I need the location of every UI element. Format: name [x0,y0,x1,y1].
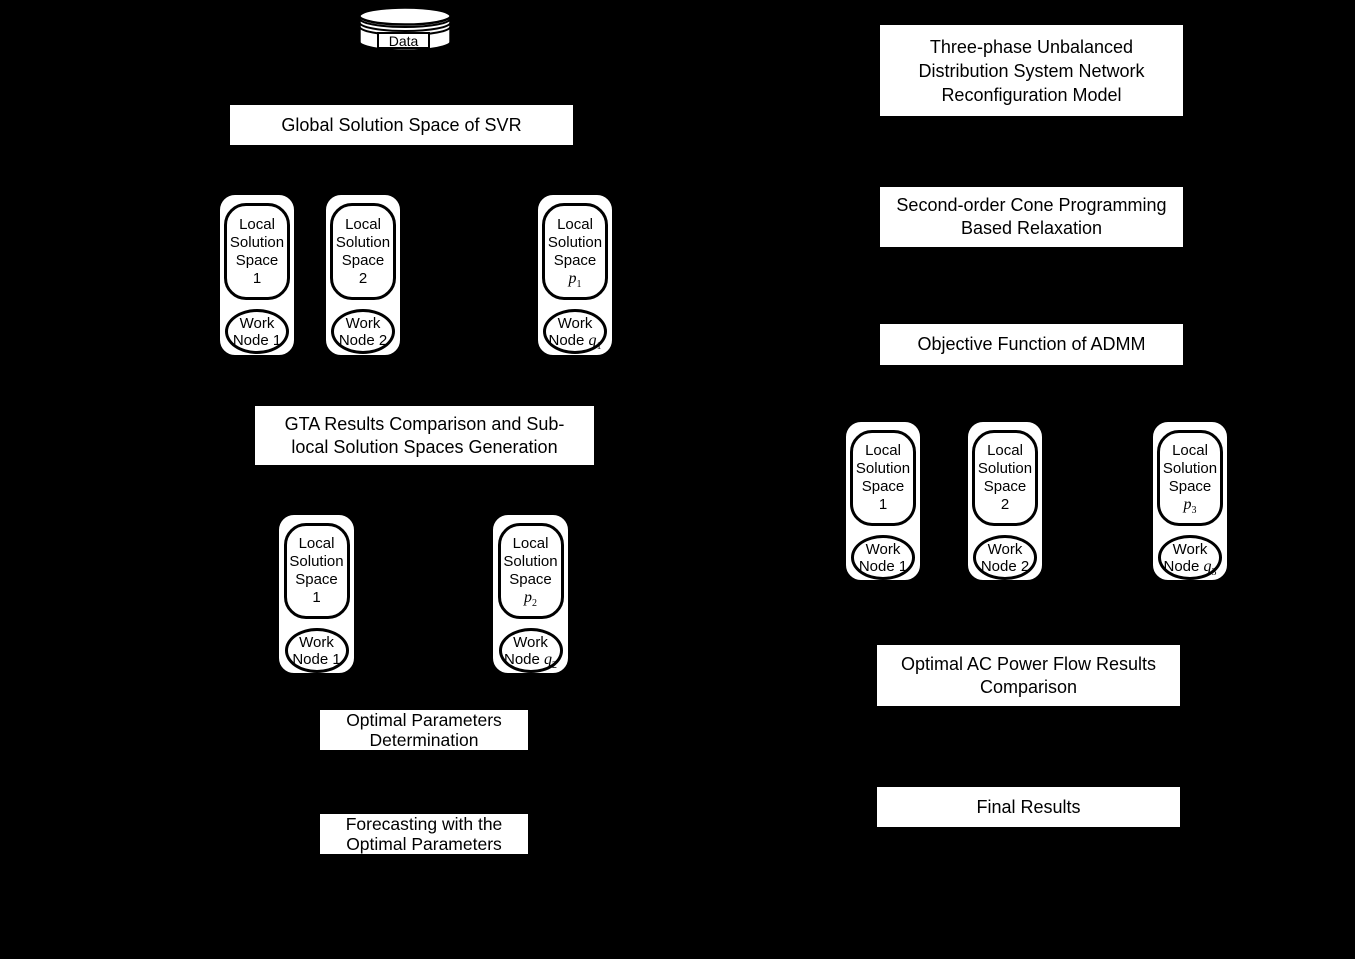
box-label-line: Optimal Parameters [346,710,502,730]
space-index-var: p [568,269,577,287]
solution-space-group-2 [323,192,403,358]
database-label [377,32,430,49]
work-node-id: Node [1163,557,1204,575]
space-index: 1 [312,589,321,607]
sublocal-space-group-p2 [490,512,571,676]
admm-objective-box [878,322,1185,367]
space-label-line: Space [553,251,597,269]
space-index-line [1001,496,1009,514]
box-label-line: Distribution System Network [918,60,1145,81]
work-node-id: Node 1 [858,557,908,575]
space-label-line: Solution [1162,460,1218,478]
work-label-line: Work [513,633,548,651]
work-label-line: Work [299,633,334,651]
space-label-line: Solution [547,233,603,251]
space-label-line: Space [861,478,905,496]
optimal-parameters-box [318,708,530,752]
space-label-line: Local [865,442,901,460]
work-node-ellipse [225,309,289,354]
work-node-var: q [544,650,553,668]
database-icon [357,5,453,53]
box-label-line: GTA Results Comparison and Sub- [284,413,565,434]
space-index-sub: 2 [532,598,537,610]
admm-space-group-2 [965,419,1045,583]
space-index-line [312,589,320,607]
box-label-line: local Solution Spaces Generation [291,436,558,457]
work-node-sub: 3 [1211,566,1217,578]
box-label-line: Based Relaxation [960,218,1103,238]
space-label-line: Local [512,535,549,553]
work-node-ellipse [499,628,563,673]
space-label-line: Local [239,215,275,233]
box-label: Global Solution Space of SVR [281,114,522,135]
admm-space-group-1 [843,419,923,583]
local-solution-space-node [972,430,1038,526]
space-label-line: Space [983,478,1027,496]
work-node-id: Node 1 [292,650,341,668]
local-solution-space-node [850,430,916,526]
sublocal-space-group-1 [276,512,357,676]
space-label-line: Space [509,571,552,589]
work-label-line: Work [345,314,381,332]
work-node-sub: 2 [552,659,558,671]
admm-space-group-p3 [1150,419,1230,583]
space-index-line [879,496,887,514]
box-label: Final Results [976,796,1081,817]
space-label-line: Local [557,215,593,233]
space-label-line: Space [341,251,385,269]
box-label-line: Determination [369,730,479,750]
work-node-id: Node 2 [338,331,388,349]
space-index-line [253,270,261,288]
space-label-line: Solution [289,553,344,571]
space-index-line [569,270,582,288]
work-node-line [859,558,907,575]
work-node-line [503,650,558,671]
work-node-id: Node [503,650,545,668]
work-node-ellipse [285,628,349,673]
work-node-line [292,651,340,668]
space-index: 1 [252,269,262,287]
work-label-line: Work [239,314,275,332]
box-label-line: Three-phase Unbalanced [929,36,1134,57]
space-index-line [1183,496,1197,517]
local-solution-space-node [498,523,564,619]
local-solution-space-node [224,203,290,300]
box-label-line: Reconfiguration Model [941,84,1122,105]
work-label-line: Work [865,540,901,558]
work-node-line [548,331,602,352]
space-label-line: Space [1168,478,1212,496]
work-node-line [1163,557,1217,578]
box-label-line: Optimal AC Power Flow Results [900,653,1157,674]
forecasting-box [318,812,530,856]
local-solution-space-node [542,203,608,300]
global-solution-space-box [228,103,575,147]
work-node-ellipse [851,535,915,580]
local-solution-space-node [1157,430,1223,526]
work-label-line: Work [1172,540,1208,558]
space-label-line: Local [345,215,381,233]
ac-power-flow-results-box [875,643,1182,708]
box-label-line: Forecasting with the [345,814,503,834]
space-index-sub: 1 [576,278,582,290]
space-label-line: Local [987,442,1023,460]
space-index-line [524,589,537,610]
space-label-line: Solution [977,460,1033,478]
work-node-id: Node [548,331,589,349]
space-label-line: Space [295,571,338,589]
space-index: 2 [1000,496,1010,514]
space-index-sub: 3 [1191,505,1197,517]
box-label-line: Comparison [979,676,1078,697]
work-node-id: Node 1 [232,331,282,349]
work-node-var: q [588,331,597,349]
solution-space-group-p1 [535,192,615,358]
work-node-line [339,332,387,349]
solution-space-group-1 [217,192,297,358]
box-label-line: Second-order Cone Programming [896,195,1167,215]
work-node-sub: 1 [596,340,602,352]
box-label-line: Optimal Parameters [346,834,502,854]
space-label-line: Solution [503,553,558,571]
space-index: 1 [878,496,888,514]
database-label-text: Data [388,32,419,49]
work-node-ellipse [1158,535,1222,580]
network-reconfiguration-model-box [878,23,1185,118]
work-node-ellipse [331,309,395,354]
space-label-line: Space [235,251,279,269]
space-label-line: Local [1172,442,1208,460]
space-label-line: Solution [229,233,285,251]
space-index-line [359,270,367,288]
work-label-line: Work [557,314,593,332]
space-index-var: p [1183,496,1192,514]
local-solution-space-node [284,523,350,619]
work-node-line [233,332,281,349]
local-solution-space-node [330,203,396,300]
space-label-line: Solution [855,460,911,478]
final-results-box [875,785,1182,829]
work-node-line [981,558,1029,575]
work-node-var: q [1203,557,1212,575]
work-node-ellipse [973,535,1037,580]
gta-results-box [253,404,596,467]
space-index-var: p [524,589,532,607]
box-label: Objective Function of ADMM [917,334,1146,354]
space-label-line: Solution [335,233,391,251]
work-label-line: Work [987,540,1023,558]
work-node-id: Node 2 [980,557,1030,575]
space-index: 2 [358,269,368,287]
socp-relaxation-box [878,185,1185,249]
work-node-ellipse [543,309,607,354]
space-label-line: Local [298,535,335,553]
